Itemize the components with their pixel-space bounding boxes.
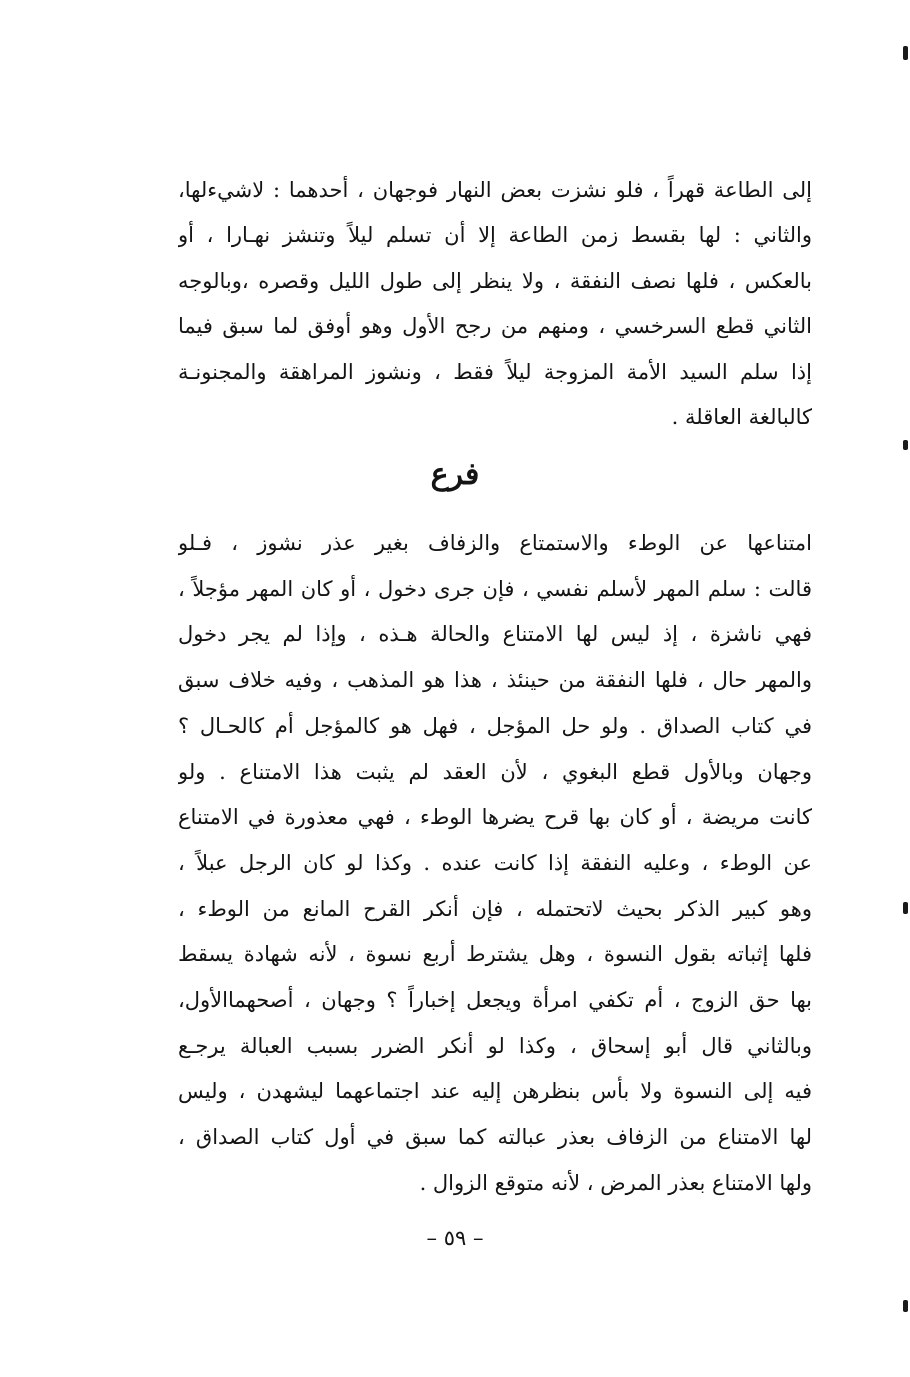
text-line: امتناعها عن الوطء والاستمتاع والزفاف بغير عذر نشوز ، فـلو xyxy=(178,531,812,555)
page-number: – ٥٩ – xyxy=(426,1226,484,1250)
text-line: كانت مريضة ، أو كان بها قرح يضرها الوطء ، فهي معذورة في الامتناع xyxy=(178,805,812,830)
text-line: فيه إلى النسوة ولا بأس بنظرهن إليه عند اجتماعهما ليشهدن ، وليس xyxy=(178,1079,812,1104)
scan-mark xyxy=(903,440,908,450)
text-line: قالت : سلم المهر لأسلم نفسي ، فإن جرى دخول ، أو كان المهر مؤجلاً ، xyxy=(178,576,812,601)
text-line: فهي ناشزة ، إذ ليس لها الامتناع والحالة هـذه ، وإذا لم يجر دخول xyxy=(178,622,812,647)
scan-mark xyxy=(903,1300,908,1312)
scan-mark xyxy=(903,902,908,914)
text-line: لها الامتناع من الزفاف بعذر عبالته كما سبق في أول كتاب الصداق ، xyxy=(178,1125,812,1150)
scan-mark xyxy=(903,46,908,60)
text-line: والمهر حال ، فلها النفقة من حينئذ ، هذا هو المذهب ، وفيه خلاف سبق xyxy=(178,668,812,693)
section-heading: فرع xyxy=(430,457,480,492)
text-line: بها حق الزوج ، أم تكفي امرأة ويجعل إخباراً ؟ وجهان ، أصحهماالأول، xyxy=(178,988,812,1013)
text-line: بالعكس ، فلها نصف النفقة ، ولا ينظر إلى طول الليل وقصره ،وبالوجه xyxy=(178,268,812,293)
text-line: والثاني : لها بقسط زمن الطاعة إلا أن تسلم ليلاً وتنشز نهـارا ، أو xyxy=(178,223,812,248)
text-line: وجهان وبالأول قطع البغوي ، لأن العقد لم يثبت هذا الامتناع . ولو xyxy=(178,759,812,784)
paragraph-2 xyxy=(178,521,812,1207)
text-line: كالبالغة العاقلة . xyxy=(671,405,812,430)
text-line: ولها الامتناع بعذر المرض ، لأنه متوقع الزوال . xyxy=(419,1170,812,1195)
text-line: في كتاب الصداق . ولو حل المؤجل ، فهل هو كالمؤجل أم كالحـال ؟ xyxy=(178,713,812,738)
paragraph-1 xyxy=(178,168,812,440)
text-line: الثاني قطع السرخسي ، ومنهم من رجح الأول وهو أوفق لما سبق فيما xyxy=(178,314,812,339)
text-line: وبالثاني قال أبو إسحاق ، وكذا لو أنكر الضرر بسبب العبالة يرجـع xyxy=(178,1033,812,1058)
text-line: وهو كبير الذكر بحيث لاتحتمله ، فإن أنكر القرح المانع من الوطء ، xyxy=(178,896,812,921)
text-line: إذا سلم السيد الأمة المزوجة ليلاً فقط ، ونشوز المراهقة والمجنونـة xyxy=(178,359,812,384)
text-line: فلها إثباته بقول النسوة ، وهل يشترط أربع نسوة ، لأنه شهادة يسقط xyxy=(178,942,812,967)
text-line: عن الوطء ، وعليه النفقة إذا كانت عنده . وكذا لو كان الرجل عبلاً ، xyxy=(178,850,812,875)
text-line: إلى الطاعة قهراً ، فلو نشزت بعض النهار فوجهان ، أحدهما : لاشيءلها، xyxy=(178,178,812,202)
